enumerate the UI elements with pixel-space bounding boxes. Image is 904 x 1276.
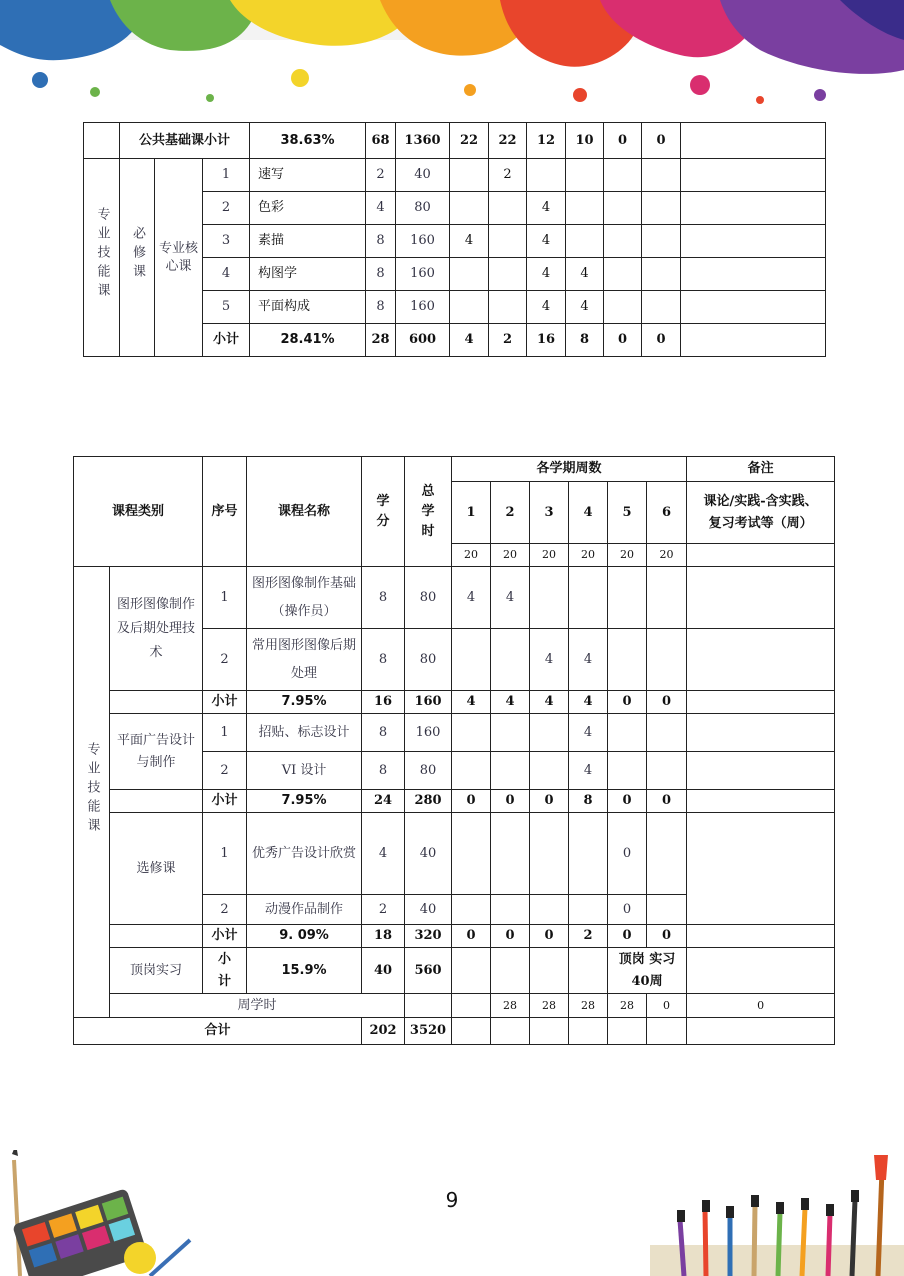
week-cell [608,714,647,752]
week-cell [608,629,647,691]
week-cell [647,752,687,790]
hours-cell: 40 [405,813,452,895]
header-remark-title: 备注 [687,457,835,482]
hours-cell: 160 [396,291,450,324]
week-cell [569,813,608,895]
week-cell: 0 [608,813,647,895]
week-cell [569,567,608,629]
semester-number: 6 [647,482,687,544]
week-cell: 22 [450,123,489,159]
subtotal-label: 小计 [203,790,247,813]
week-cell: 4 [491,691,530,714]
empty-cell [530,1018,569,1045]
course-name: 图形图像制作基础（操作员） [247,567,362,629]
semester-weeks: 20 [608,544,647,567]
hours-cell: 1360 [396,123,450,159]
remark-cell [687,691,835,714]
week-cell [450,258,489,291]
week-cell: 28 [491,994,530,1018]
week-cell [491,629,530,691]
week-cell: 4 [452,691,491,714]
subtotal-label: 小计 [203,925,247,948]
week-cell: 0 [608,790,647,813]
hours-cell: 160 [405,691,452,714]
week-cell [530,752,569,790]
remark-cell [681,123,826,159]
subtotal-label: 小计 [218,951,232,989]
week-cell [450,192,489,225]
empty-cell [608,1018,647,1045]
header-hours-cell [405,457,452,567]
week-cell [647,714,687,752]
row-number: 4 [203,258,250,291]
week-cell [608,752,647,790]
header-credits: 学分 [376,493,390,529]
required-cell [120,159,155,357]
week-cell: 0 [530,790,569,813]
week-cell [491,948,530,994]
header-weeks-title: 各学期周数 [452,457,687,482]
week-cell: 0 [687,994,835,1018]
week-cell: 0 [608,691,647,714]
category-label: 专业技能课 [94,207,110,302]
week-cell: 28 [530,994,569,1018]
row-number: 1 [203,159,250,192]
empty-cell [647,1018,687,1045]
week-cell [491,714,530,752]
week-cell [452,629,491,691]
course-name: 构图学 [250,258,366,291]
week-cell [604,225,642,258]
credits-cell: 16 [362,691,405,714]
row-number: 1 [203,567,247,629]
remark-cell [687,790,835,813]
week-cell: 4 [527,192,566,225]
row-number: 2 [203,752,247,790]
row-number: 1 [203,813,247,895]
remark-cell [681,192,826,225]
empty-cell [452,994,491,1018]
hours-cell: 560 [405,948,452,994]
week-cell [604,258,642,291]
table-row [74,567,835,629]
semester-weeks: 20 [647,544,687,567]
week-cell: 2 [489,324,527,357]
week-cell [569,895,608,925]
week-cell [604,291,642,324]
week-cell [604,192,642,225]
subtotal-pct: 7.95% [247,691,362,714]
subtotal-pct: 7.95% [247,790,362,813]
week-cell [452,948,491,994]
week-cell: 22 [489,123,527,159]
curriculum-table-2 [73,456,835,1045]
week-cell [450,159,489,192]
week-cell: 8 [569,790,608,813]
public-subtotal-label: 公共基础课小计 [120,123,250,159]
week-cell: 0 [608,925,647,948]
week-cell: 0 [491,790,530,813]
week-cell [566,225,604,258]
course-name: 常用图形图像后期处理 [247,629,362,691]
remark-cell [687,752,835,790]
credits-cell: 8 [362,714,405,752]
total-hours: 3520 [405,1018,452,1045]
week-cell: 4 [569,691,608,714]
week-cell: 0 [642,324,681,357]
remark-cell [687,813,835,925]
week-cell [647,629,687,691]
hours-cell: 160 [405,714,452,752]
week-cell: 8 [566,324,604,357]
week-cell [491,813,530,895]
curriculum-table-1 [83,122,826,357]
week-cell: 0 [647,790,687,813]
week-cell: 4 [569,752,608,790]
week-cell: 4 [527,258,566,291]
week-cell: 28 [569,994,608,1018]
week-cell: 4 [450,225,489,258]
week-cell [604,159,642,192]
week-cell: 0 [452,790,491,813]
week-cell: 4 [530,629,569,691]
course-name: 动漫作品制作 [247,895,362,925]
week-cell [530,895,569,925]
weekly-hours-row [74,994,835,1018]
row-number: 5 [203,291,250,324]
credits-cell: 68 [366,123,396,159]
remark-cell [681,159,826,192]
paint-brushes-illustration [650,1150,904,1276]
week-cell [608,567,647,629]
hours-cell: 80 [405,752,452,790]
remark-cell [687,714,835,752]
hours-cell: 80 [405,629,452,691]
week-cell [489,225,527,258]
header-credits-cell [362,457,405,567]
remark-cell [681,324,826,357]
semester-weeks: 20 [452,544,491,567]
group-title: 顶岗实习 [110,948,203,994]
remark-cell [687,948,835,994]
week-cell: 4 [450,324,489,357]
internship-note: 顶岗 实习40周 [608,948,687,994]
hours-cell: 80 [405,567,452,629]
week-cell: 0 [608,895,647,925]
semester-number: 3 [530,482,569,544]
internship-row [74,948,835,994]
header-row [74,457,835,482]
row-number: 1 [203,714,247,752]
week-cell [566,192,604,225]
week-cell [527,159,566,192]
week-cell: 4 [566,291,604,324]
week-cell: 4 [566,258,604,291]
public-subtotal-pct: 38.63% [250,123,366,159]
week-cell [642,192,681,225]
weekly-hours-label: 周学时 [110,994,405,1018]
course-name: 速写 [250,159,366,192]
credits-cell: 24 [362,790,405,813]
week-cell [566,159,604,192]
internship-subtotal-cell [203,948,247,994]
week-cell [491,895,530,925]
credits-cell: 8 [362,567,405,629]
header-remark-desc: 课论/实践-含实践、复习考试等（周） [687,482,835,544]
week-cell [642,291,681,324]
semester-number: 5 [608,482,647,544]
course-name: 招贴、标志设计 [247,714,362,752]
header-category: 课程类别 [74,457,203,567]
table-row [74,813,835,895]
row-number: 2 [203,192,250,225]
subtotal-pct: 28.41% [250,324,366,357]
category-label: 专业技能课 [84,741,100,837]
category-cell [74,567,110,1018]
hours-cell: 160 [396,225,450,258]
paint-palette-illustration [0,1150,220,1276]
page-number: 9 [445,1188,459,1212]
week-cell: 0 [452,925,491,948]
week-cell: 2 [569,925,608,948]
week-cell: 0 [647,691,687,714]
group-title: 选修课 [110,813,203,925]
empty-cell [569,1018,608,1045]
week-cell: 28 [608,994,647,1018]
remark-cell [687,544,835,567]
row-number: 2 [203,895,247,925]
category-cell [84,159,120,357]
hours-cell: 40 [405,895,452,925]
credits-cell: 18 [362,925,405,948]
week-cell: 0 [604,324,642,357]
remark-cell [681,258,826,291]
empty-cell [110,925,203,948]
week-cell [450,291,489,324]
course-name: VI 设计 [247,752,362,790]
table-row [84,159,826,192]
hours-cell: 320 [405,925,452,948]
subtotal-row [74,691,835,714]
header-no: 序号 [203,457,247,567]
week-cell: 4 [527,225,566,258]
remark-cell [687,925,835,948]
week-cell: 0 [647,925,687,948]
hours-cell: 40 [396,159,450,192]
credits-cell: 4 [362,813,405,895]
credits-cell: 2 [366,159,396,192]
header-name: 课程名称 [247,457,362,567]
subtotal-pct: 15.9% [247,948,362,994]
empty-cell [110,691,203,714]
week-cell [452,714,491,752]
week-cell: 4 [569,629,608,691]
week-cell: 4 [569,714,608,752]
remark-cell [687,1018,835,1045]
required-label: 必修课 [130,226,145,283]
total-credits: 202 [362,1018,405,1045]
week-cell: 4 [452,567,491,629]
week-cell [489,291,527,324]
week-cell [489,192,527,225]
week-cell [491,752,530,790]
week-cell: 2 [489,159,527,192]
credits-cell: 8 [366,225,396,258]
public-subtotal-row [84,123,826,159]
credits-cell: 8 [362,752,405,790]
week-cell [569,948,608,994]
hours-cell: 280 [405,790,452,813]
week-cell [452,752,491,790]
total-row [74,1018,835,1045]
week-cell [647,813,687,895]
week-cell: 0 [647,994,687,1018]
semester-number: 4 [569,482,608,544]
empty-cell [491,1018,530,1045]
credits-cell: 8 [362,629,405,691]
credits-cell: 40 [362,948,405,994]
empty-cell [405,994,452,1018]
hours-cell: 600 [396,324,450,357]
remark-cell [681,225,826,258]
course-name: 素描 [250,225,366,258]
course-name: 优秀广告设计欣赏 [247,813,362,895]
group-title: 平面广告设计与制作 [110,714,203,790]
table-row [74,714,835,752]
week-cell: 0 [642,123,681,159]
row-number: 2 [203,629,247,691]
week-cell [530,813,569,895]
week-cell: 4 [527,291,566,324]
remark-cell [681,291,826,324]
hours-cell: 80 [396,192,450,225]
credits-cell: 8 [366,291,396,324]
subtotal-row [74,790,835,813]
subtotal-label: 小计 [203,324,250,357]
week-cell [452,895,491,925]
credits-cell: 28 [366,324,396,357]
week-cell [642,159,681,192]
remark-cell [687,629,835,691]
week-cell: 16 [527,324,566,357]
subtotal-pct: 9. 09% [247,925,362,948]
semester-number: 2 [491,482,530,544]
core-label: 专业核心课 [155,159,203,357]
empty-cell [110,790,203,813]
header-hours: 总学时 [421,483,435,539]
group-title: 图形图像制作及后期处理技术 [110,567,203,691]
week-cell [647,567,687,629]
total-label: 合计 [74,1018,362,1045]
week-cell: 12 [527,123,566,159]
week-cell: 4 [530,691,569,714]
semester-number: 1 [452,482,491,544]
week-cell [642,225,681,258]
week-cell: 4 [491,567,530,629]
semester-weeks: 20 [530,544,569,567]
semester-weeks: 20 [491,544,530,567]
remark-cell [687,567,835,629]
week-cell: 0 [491,925,530,948]
course-name: 平面构成 [250,291,366,324]
credits-cell: 2 [362,895,405,925]
week-cell [530,567,569,629]
row-number: 3 [203,225,250,258]
week-cell: 0 [530,925,569,948]
subtotal-label: 小计 [203,691,247,714]
week-cell: 0 [604,123,642,159]
week-cell [642,258,681,291]
credits-cell: 8 [366,258,396,291]
week-cell [489,258,527,291]
course-name: 色彩 [250,192,366,225]
empty-cell [452,1018,491,1045]
week-cell [647,895,687,925]
week-cell: 10 [566,123,604,159]
subtotal-row [74,925,835,948]
week-cell [530,948,569,994]
credits-cell: 4 [366,192,396,225]
hours-cell: 160 [396,258,450,291]
paint-splash-banner [0,0,904,120]
week-cell [530,714,569,752]
week-cell [452,813,491,895]
semester-weeks: 20 [569,544,608,567]
